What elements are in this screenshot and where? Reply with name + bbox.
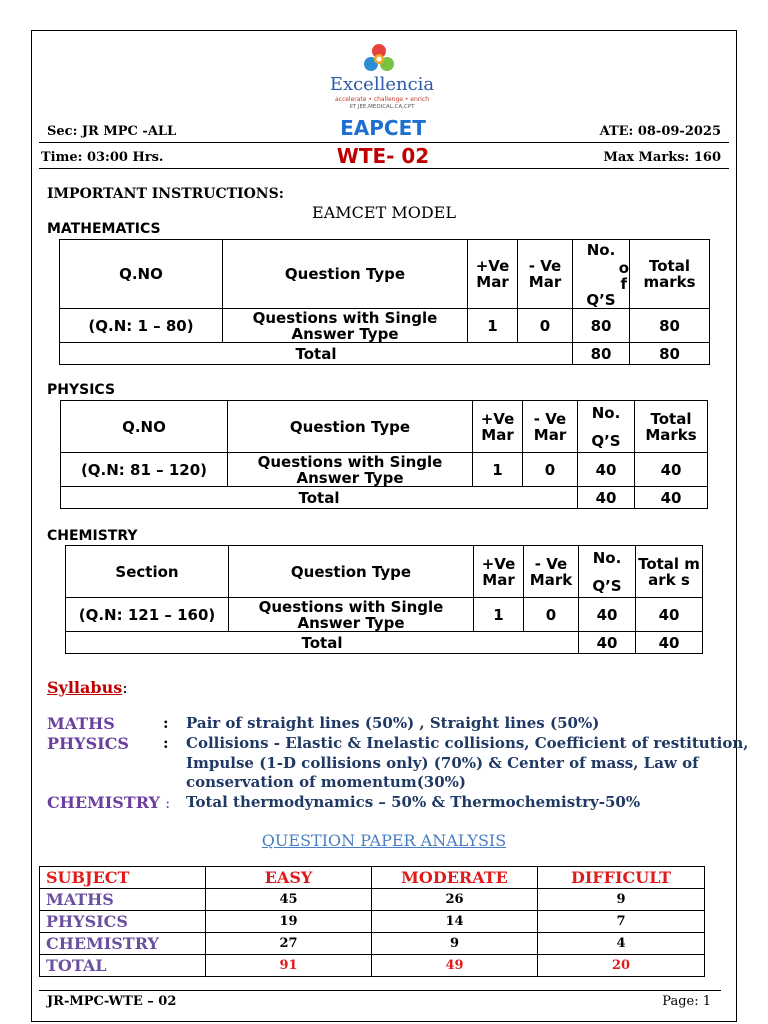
row-negative-marks: 0 [518,309,573,343]
analysis-title: QUESTION PAPER ANALYSIS [261,831,507,850]
physics-section-title: PHYSICS [47,382,116,398]
row-total-marks: 40 [636,598,703,632]
brand-tagline: accelerate • challenge • enrich [334,96,430,103]
header-question-type: Question Type [228,401,473,453]
row-no-of-questions: 80 [573,309,630,343]
header-section: Section [66,546,229,598]
syllabus-chemistry-label: CHEMISTRY [47,793,160,812]
exam-date: ATE: 08-09-2025 [599,124,721,139]
analysis-moderate: 9 [372,933,538,955]
analysis-difficult: 9 [538,889,705,911]
brand-name: Excellencia [329,74,435,95]
total-questions: 80 [573,343,630,365]
analysis-header-subject: SUBJECT [40,867,206,889]
row-question-type: Questions with Single Answer Type [223,309,468,343]
header-total-marks: Total mark s [636,546,703,598]
header-no-of-questions: No. o f Q’S [573,240,630,309]
maths-section-title: MATHEMATICS [47,221,161,237]
header-positive-marks: +Ve Mar [474,546,524,598]
total-label: Total [61,487,578,509]
row-positive-marks: 1 [468,309,518,343]
row-positive-marks: 1 [473,453,523,487]
table-row [40,933,705,955]
section-info: Sec: JR MPC -ALL [47,124,177,139]
header-total-marks: Total marks [630,240,710,309]
header-negative-marks: - Ve Mar [523,401,578,453]
syllabus-maths-row [47,714,115,733]
brand-subtag: IIT JEE,MEDICAL,CA,CPT [349,104,415,110]
analysis-easy: 91 [206,955,372,977]
analysis-moderate: 14 [372,911,538,933]
excellencia-logo-icon [362,42,396,76]
syllabus-label: Syllabus [47,678,123,697]
header-question-type: Question Type [223,240,468,309]
syllabus-maths-sep: : [163,714,169,732]
header-positive-marks: +Ve Mar [473,401,523,453]
analysis-header-difficult: DIFFICULT [538,867,705,889]
row-total-marks: 40 [635,453,708,487]
header-qno: Q.NO [60,240,223,309]
chemistry-table [65,545,703,654]
header-question-type: Question Type [229,546,474,598]
header-total-marks: Total Marks [635,401,708,453]
row-qno: (Q.N: 121 – 160) [66,598,229,632]
row-qno: (Q.N: 81 – 120) [61,453,228,487]
analysis-header-easy: EASY [206,867,372,889]
chemistry-section-title: CHEMISTRY [47,528,138,544]
divider [39,168,729,169]
syllabus-heading: Syllabus: [47,678,128,697]
instructions-heading: IMPORTANT INSTRUCTIONS: [47,186,284,202]
header-no-of-questions: No. Q’S [578,401,635,453]
exam-title: EAPCET [340,116,426,140]
page-number: Page: 1 [662,994,711,1009]
row-no-of-questions: 40 [578,453,635,487]
divider [39,990,721,991]
analysis-header-moderate: MODERATE [372,867,538,889]
total-questions: 40 [578,487,635,509]
row-negative-marks: 0 [523,453,578,487]
analysis-easy: 19 [206,911,372,933]
total-marks: 80 [630,343,710,365]
total-questions: 40 [579,632,636,654]
syllabus-physics-topics: Collisions - Elastic & Inelastic collisions, Coefficient of restitution, Impulse (1-D collisions only) (70%) & Center of mass, Law of conservation of momentum(30%) [186,734,749,791]
analysis-table [39,866,705,977]
row-question-type: Questions with Single Answer Type [228,453,473,487]
total-label: Total [66,632,579,654]
total-marks: 40 [636,632,703,654]
analysis-subject: MATHS [40,889,206,911]
syllabus-maths-topics: Pair of straight lines (50%) , Straight lines (50%) [186,714,600,732]
analysis-moderate: 26 [372,889,538,911]
header-qno: Q.NO [61,401,228,453]
analysis-difficult: 7 [538,911,705,933]
row-negative-marks: 0 [524,598,579,632]
analysis-moderate: 49 [372,955,538,977]
syllabus-physics-sep: : [163,734,169,752]
analysis-easy: 45 [206,889,372,911]
exam-time: Time: 03:00 Hrs. [41,150,164,165]
header-positive-marks: +Ve Mar [468,240,518,309]
syllabus-chemistry-row: CHEMISTRY : [47,793,171,812]
model-title: EAMCET MODEL [312,203,456,222]
analysis-difficult: 20 [538,955,705,977]
row-positive-marks: 1 [474,598,524,632]
analysis-subject: TOTAL [40,955,206,977]
table-row [40,911,705,933]
analysis-easy: 27 [206,933,372,955]
syllabus-physics-row [47,734,129,753]
header-negative-marks: - Ve Mar [518,240,573,309]
row-qno: (Q.N: 1 – 80) [60,309,223,343]
total-label: Total [60,343,573,365]
table-row [40,955,705,977]
test-code: WTE- 02 [336,144,430,168]
header-negative-marks: - Ve Mark [524,546,579,598]
analysis-subject: PHYSICS [40,911,206,933]
table-row [40,889,705,911]
analysis-subject: CHEMISTRY [40,933,206,955]
row-no-of-questions: 40 [579,598,636,632]
syllabus-maths-label: MATHS [47,714,115,733]
max-marks: Max Marks: 160 [603,150,721,165]
syllabus-physics-label: PHYSICS [47,734,129,753]
analysis-difficult: 4 [538,933,705,955]
syllabus-chemistry-topics: Total thermodynamics – 50% & Thermochemistry-50% [186,793,641,811]
header-no-of-questions: No. Q’S [579,546,636,598]
row-question-type: Questions with Single Answer Type [229,598,474,632]
maths-table [59,239,710,365]
footer-code: JR-MPC-WTE – 02 [47,994,177,1009]
row-total-marks: 80 [630,309,710,343]
physics-table [60,400,708,509]
total-marks: 40 [635,487,708,509]
divider [39,142,729,143]
